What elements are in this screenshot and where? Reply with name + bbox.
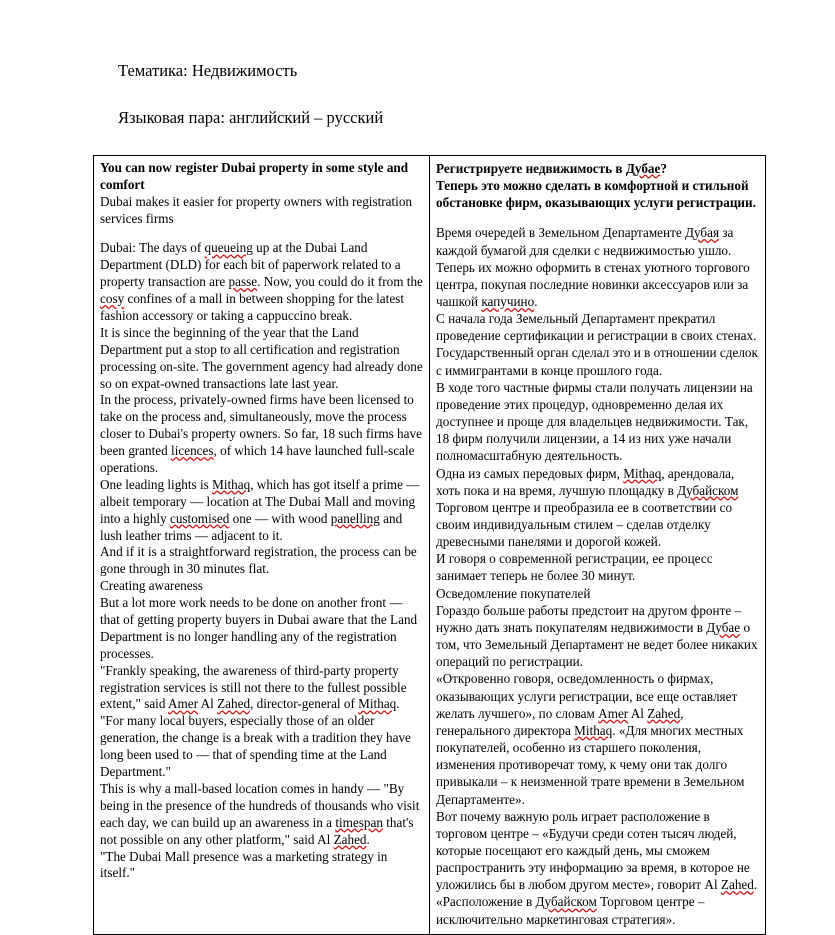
source-paragraph-7: But a lot more work needs to be done on another front — that of getting property buyers in Dubai aware that the Land Department is no longer handling any of the registration processes. xyxy=(100,595,418,661)
target-paragraph-6: Осведомление покупателей xyxy=(436,585,591,601)
source-paragraph-5: And if it is a straightforward registration, the process can be gone through in 30 minutes flat. xyxy=(100,544,417,577)
source-title: You can now register Dubai property in some style and comfort xyxy=(100,159,409,192)
source-paragraph-10: This is why a mall-based location comes in handy — "By being in the presence of the hundreds of thousands who visit each day, we can build up an awareness in a timespan that's not possible on any other platform," said Al Zahed. xyxy=(100,780,420,847)
target-paragraph-8: «Откровенно говоря, осведомленность о фирмах, оказывающих услуги регистрации, все еще оставляет желать лучшего», по словам Amer Al Zahed, генерального директора Mithaq. «Для многих местных покупателей, особенно из старшего поколения, изменения противоречат тому, к чему они так долго привыкали – к неизменной трате времени в Земельном Департаменте». xyxy=(436,671,745,807)
spacer xyxy=(100,227,423,240)
source-paragraph-8: "Frankly speaking, the awareness of third-party property registration services is still not there to the fullest possible extent," said Amer Al Zahed, director-general of Mithaq. xyxy=(100,662,407,712)
spacer xyxy=(436,211,759,224)
source-paragraph-2: It is since the beginning of the year that the Land Department put a stop to all certification and registration processing on-site. The government agency had already done so on expat-owned transactions late last year. xyxy=(100,324,423,391)
source-paragraph-3: In the process, privately-owned firms have been licensed to take on the process and, simultaneously, move the process closer to Dubai's property owners. So far, 18 such firms have been granted licences, of which 14 have launched full-scale operations. xyxy=(100,392,422,476)
target-paragraph-7: Гораздо больше работы предстоит на другом фронте – нужно дать знать покупателям недвижимости в Дубае о том, что Земельный Департамент не ведет более никаких операций по регистрации. xyxy=(436,602,758,670)
bilingual-table xyxy=(93,155,766,935)
target-paragraph-2: С начала года Земельный Департамент прекратил проведение сертификации и регистрации в своих стенах. Государственный орган сделал это и в отношении сделок с иммигрантами в конце прошлого года. xyxy=(436,311,758,378)
source-paragraph-4: One leading lights is Mithaq, which has got itself a prime — albeit temporary — location at The Dubai Mall and moving into a highly customised one — with wood panelling and lush leather trims — adjacent to it. xyxy=(100,476,420,543)
table-row xyxy=(94,155,766,934)
target-paragraph-3: В ходе того частные фирмы стали получать лицензии на проведение этих процедур, одновременно делая их доступнее и проще для владельцев недвижимости. Так, 18 фирм получили лицензии, а 14 из них уже начали полномасштабную деятельность. xyxy=(436,379,753,464)
target-text-cell xyxy=(430,155,766,934)
target-title: Регистрируете недвижимость в Дубае? xyxy=(436,160,667,176)
target-paragraph-5: И говоря о современной регистрации, ее процесс занимает теперь не более 30 минут. xyxy=(436,551,713,584)
source-text-cell xyxy=(94,155,430,934)
source-paragraph-9: "For many local buyers, especially those of an older generation, the change is a break with a tradition they have long been used to — that of spending time at the Land Department." xyxy=(100,713,411,780)
source-paragraph-6: Creating awareness xyxy=(100,578,203,594)
target-paragraph-10: «Расположение в Дубайском Торговом центре – исключительно маркетинговая стратегия». xyxy=(436,894,705,927)
document-heading xyxy=(0,0,835,129)
source-subtitle: Dubai makes it easier for property owners with registration services firms xyxy=(100,193,413,226)
source-paragraph-1: Dubai: The days of queueing up at the Dubai Land Department (DLD) for each bit of paperwork related to a property transaction are passe. Now, you could do it from the cosy confines of a mall in between shopping for the latest fashion accessory or taking a cappuccino break. xyxy=(100,240,423,323)
topic-line: Тематика: Недвижимость xyxy=(118,61,298,80)
target-paragraph-9: Вот почему важную роль играет расположение в торговом центре – «Будучи среди сотен тысяч людей, которые посещают его каждый день, мы сможем распространить эту информацию за время, в которое не уложились бы в любом другом месте», говорит Al Zahed. xyxy=(436,808,758,893)
target-paragraph-1: Время очередей в Земельном Департаменте Дубая за каждой бумагой для сделки с недвижимостью ушло. Теперь их можно оформить в стенах уютного торгового центра, покупая последние новинки аксессуаров или за чашкой капучино. xyxy=(436,225,750,309)
source-paragraph-11: "The Dubai Mall presence was a marketing strategy in itself." xyxy=(100,848,388,881)
target-paragraph-4: Одна из самых передовых фирм, Mithaq, арендовала, хоть пока и на время, лучшую площадку в Дубайском Торговом центре и преобразила ее в соответствии со своим индивидуальным стилем – сделав отделку древесными панелями и дорогой кожей. xyxy=(436,465,739,550)
language-pair-line: Языковая пара: английский – русский xyxy=(118,108,384,128)
target-subtitle: Теперь это можно сделать в комфортной и стильной обстановке фирм, оказывающих услуги регистрации. xyxy=(436,178,756,211)
